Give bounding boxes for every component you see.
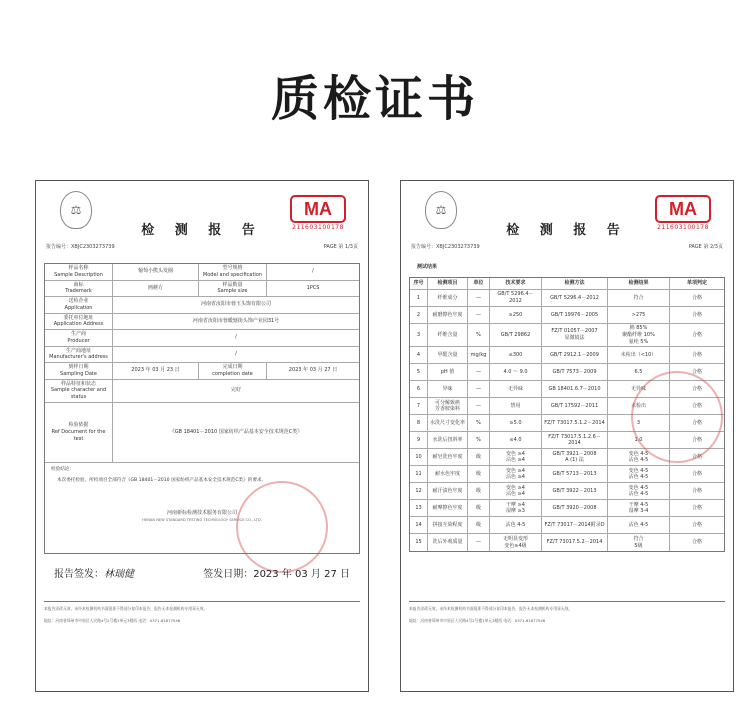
table-cell: 合格 — [691, 385, 702, 392]
table-cell: 合格 — [691, 487, 702, 494]
report-meta — [46, 243, 358, 250]
table-cell: 合格 — [691, 419, 702, 426]
table-cell: 3 — [608, 415, 670, 431]
field-value: / — [235, 334, 237, 341]
table-row — [410, 517, 724, 534]
table-row — [45, 330, 359, 347]
table-cell: 合格 — [691, 294, 702, 301]
report-footer — [409, 601, 725, 624]
table-cell: 符合 5级 — [608, 534, 670, 551]
field-value: 河南省汝阳市蓉暖辖街头饰产业园31号 — [192, 317, 280, 324]
field-label-en: Manufacturer's address — [49, 354, 108, 361]
footer-notice: 本报告涂改无效，未经本检测机构书面批准不得部分复印本报告，报告无本检测机构专用章无效。 — [409, 606, 573, 611]
table-cell: 合格 — [691, 436, 702, 443]
table-cell: 5 — [410, 364, 428, 380]
table-cell: FZ/T 73017.5.1.2.6－2014 — [542, 432, 608, 448]
table-cell: ≥5.0 — [490, 415, 542, 431]
table-cell: 4 — [410, 347, 428, 363]
table-row — [410, 347, 724, 364]
table-cell: 9 — [410, 432, 428, 448]
footer-address: 地址：河南省郑州市中原区人民路4号2号楼1单元3楼西 电话：0371-61877546 — [409, 618, 546, 624]
table-row — [45, 380, 359, 403]
table-cell: 异味 — [428, 381, 468, 397]
field-label-en: Model and specification — [202, 271, 263, 278]
table-cell: 符合 — [608, 290, 670, 306]
footer-notice: 本报告涂改无效，未经本检测机构书面批准不得部分复印本报告，报告无本检测机构专用章无效。 — [44, 606, 208, 611]
table-cell: 合格 — [691, 402, 702, 409]
table-cell: 15 — [410, 534, 428, 551]
table-cell: 无异味 — [608, 381, 670, 397]
conclusion-label: 检验结论： — [51, 466, 74, 472]
table-cell: 耐汗渍色牢度 — [428, 483, 468, 499]
table-cell: 14 — [410, 517, 428, 533]
table-cell: 12 — [410, 483, 428, 499]
table-cell: ≤4.0 — [490, 432, 542, 448]
table-cell: 合格 — [691, 470, 702, 477]
cma-code: 211603100178 — [292, 224, 344, 231]
table-header-row — [410, 278, 724, 290]
field-label: 送检企业 — [68, 298, 89, 304]
table-cell: 变色 4-5 沾色 4-5 — [608, 466, 670, 482]
table-cell: — — [468, 398, 490, 414]
hero-title: 质检证书 — [270, 71, 479, 127]
footer-address: 地址：河南省郑州市中原区人民路4号2号楼1单元3楼西 电话：0371-61877546 — [44, 618, 181, 624]
field-label-en: Sample character and status — [50, 387, 107, 400]
table-cell: 4.0 ～ 9.0 — [490, 364, 542, 380]
table-cell: 棉 85% 聚酯纤维 10% 氨纶 5% — [608, 324, 670, 346]
column-header: 检测方法 — [542, 278, 608, 289]
table-cell: % — [468, 324, 490, 346]
table-cell: GB/T 5713－2013 — [542, 466, 608, 482]
table-cell: 耐磨擦色牢度 — [428, 307, 468, 323]
table-cell: GB/T 7573－2009 — [542, 364, 608, 380]
field-label: 委托单位地址 — [63, 314, 94, 321]
cma-logo-icon: MA — [290, 195, 346, 223]
table-cell: 合格 — [691, 368, 702, 375]
institution-seal-icon: ⚖ — [60, 191, 92, 229]
field-value: 《GB 18401－2010 国家纺织产品基本安全技术规范C类》 — [169, 428, 303, 435]
table-row — [410, 483, 724, 500]
table-cell: 可分解致癌 芳香胺染料 — [428, 398, 468, 414]
table-cell: GB/T 3922－2013 — [542, 483, 608, 499]
field-label: 型号规格 — [222, 265, 243, 271]
table-cell: 合格 — [691, 453, 702, 460]
table-cell: GB/T 5296.4－2012 — [542, 290, 608, 306]
table-cell: 级 — [468, 449, 490, 465]
field-label-en: Application Address — [53, 321, 104, 328]
column-header: 序号 — [410, 278, 428, 289]
table-cell: GB/T 3921－2008 A (1) 法 — [542, 449, 608, 465]
table-cell: — — [468, 290, 490, 306]
cma-logo-icon: MA — [655, 195, 711, 223]
table-cell: 合格 — [691, 331, 702, 338]
issue-label: 签发日期： — [203, 569, 254, 580]
column-header: 技术要求 — [490, 278, 542, 289]
field-label: 样品名称 — [68, 265, 89, 271]
field-label-en: Producer — [67, 337, 90, 344]
table-row — [45, 297, 359, 314]
conclusion-text: 本次委托检验，所检项目全部符合《GB 18401－2010 国家纺织产品基本安全技术规范C类》的要求。 — [57, 477, 267, 483]
table-cell: 无明显变形 变色≥4级 — [490, 534, 542, 551]
table-cell: 6 — [410, 381, 428, 397]
table-cell: 耐摩擦色牢度 — [428, 500, 468, 516]
table-cell: % — [468, 432, 490, 448]
table-row — [45, 264, 359, 281]
table-cell: 11 — [410, 466, 428, 482]
field-label-en: Sampling Date — [60, 370, 97, 377]
field-label: 完成日期 — [222, 364, 243, 370]
table-cell: 沾色 4-5 — [490, 517, 542, 533]
column-header: 检测结果 — [608, 278, 670, 289]
table-cell: 纤维成分 — [428, 290, 468, 306]
table-cell: 未检出 — [608, 398, 670, 414]
table-cell: — — [468, 381, 490, 397]
table-cell: 未检出（<10） — [608, 347, 670, 363]
table-cell: 洗后外观质量 — [428, 534, 468, 551]
table-cell: 干摩 ≥4 湿摩 ≥3 — [490, 500, 542, 516]
table-cell: 2 — [410, 307, 428, 323]
table-cell: GB 18401.6.7－2010 — [542, 381, 608, 397]
table-cell: 无异味 — [490, 381, 542, 397]
field-label-en: Trademark — [65, 288, 92, 295]
field-value: 完好 — [230, 387, 241, 394]
field-label-en: Application — [64, 304, 93, 311]
table-cell: — — [468, 364, 490, 380]
table-cell: 变色 ≥4 沾色 ≥4 — [490, 449, 542, 465]
table-cell: 水洗尺寸变化率 — [428, 415, 468, 431]
table-row — [45, 281, 359, 298]
report-number: 报告编号：XBJC2303273739 — [46, 244, 115, 250]
field-label-en: Ref Document for the test — [51, 428, 106, 442]
field-label: 到样日期 — [68, 364, 89, 370]
table-cell: GB/T 5296.4－2012 — [490, 290, 542, 306]
field-value: 葡萄小熊头发圈 — [113, 264, 199, 280]
table-cell: 级 — [468, 517, 490, 533]
table-cell: 干摩 4-5 湿摩 3-4 — [608, 500, 670, 516]
table-cell: 1 — [410, 290, 428, 306]
column-header: 检测项目 — [428, 278, 468, 289]
table-cell: 耐皂洗色牢度 — [428, 449, 468, 465]
page-number: PAGE 第 2/3页 — [688, 244, 723, 250]
report-meta — [411, 243, 723, 250]
table-cell: 7 — [410, 398, 428, 414]
table-cell: 变色 ≥4 沾色 ≥4 — [490, 483, 542, 499]
table-cell: 3 — [410, 324, 428, 346]
table-row — [45, 314, 359, 331]
table-row — [45, 347, 359, 364]
table-cell: 纤维含量 — [428, 324, 468, 346]
field-value: 画蘑方 — [113, 281, 199, 297]
field-label: 样品数量 — [222, 281, 243, 288]
column-header: 单位 — [468, 278, 490, 289]
column-header: 单项判定 — [686, 280, 707, 287]
field-value: 河南省汝阳市蓉玉头饰有限公司 — [200, 301, 271, 308]
field-value: / — [235, 350, 237, 357]
table-cell: GB/T 2912.1－2009 — [542, 347, 608, 363]
table-cell: 变色 ≥4 沾色 ≥4 — [490, 466, 542, 482]
table-cell: FZ/T 01057－2007 显微镜法 — [542, 324, 608, 346]
report-page-1 — [35, 180, 369, 692]
table-cell: 合格 — [691, 521, 702, 528]
field-value: 1PCS — [306, 284, 320, 291]
table-cell: 1.0 — [608, 432, 670, 448]
organization-name-en: HENAN NEW STANDARD TESTING TECHNOLOGY SERVICE CO., LTD. — [142, 517, 262, 522]
table-cell: 拼接互染程度 — [428, 517, 468, 533]
table-cell: 合格 — [691, 539, 702, 546]
report-page-2 — [400, 180, 734, 692]
table-cell: 级 — [468, 500, 490, 516]
table-cell: pH 值 — [428, 364, 468, 380]
signer-label: 报告签发： — [54, 569, 104, 580]
table-cell: 水洗后扭斜率 — [428, 432, 468, 448]
field-label: 商标 — [73, 281, 84, 288]
report-footer — [44, 601, 360, 624]
table-cell: FZ/T 73017.5.1.2－2014 — [542, 415, 608, 431]
table-cell: 8 — [410, 415, 428, 431]
section-title: 测试结果 — [417, 264, 438, 270]
table-cell: 级 — [468, 466, 490, 482]
organization-name: 河南新标检测技术服务有限公司 — [166, 509, 237, 516]
table-cell: 变色 4-5 沾色 4-5 — [608, 483, 670, 499]
table-cell: FZ/T 73017－2014附录D — [542, 517, 608, 533]
table-cell: GB/T 29862 — [490, 324, 542, 346]
table-cell: mg/kg — [468, 347, 490, 363]
table-cell: — — [468, 307, 490, 323]
table-cell: ≥250 — [490, 307, 542, 323]
table-cell: 级 — [468, 483, 490, 499]
table-cell: 甲醛含量 — [428, 347, 468, 363]
cma-certification — [290, 195, 346, 231]
issue-date: 2023 年 03 月 27 日 — [253, 569, 350, 580]
institution-seal-icon: ⚖ — [425, 191, 457, 229]
table-cell: GB/T 19976－2005 — [542, 307, 608, 323]
field-label: 生产商地址 — [65, 347, 91, 354]
field-label-en: Sample Description — [54, 271, 103, 278]
table-row — [410, 324, 724, 347]
table-cell: ≤300 — [490, 347, 542, 363]
table-cell: — — [468, 534, 490, 551]
table-cell: 沾色 4-5 — [608, 517, 670, 533]
field-label-en: completion date — [212, 370, 253, 377]
report-title: 检 测 报 告 — [506, 223, 628, 238]
report-title: 检 测 报 告 — [141, 223, 263, 238]
table-cell: 变色 4-5 沾色 4-5 — [608, 449, 670, 465]
table-cell: GB/T 3920－2008 — [542, 500, 608, 516]
field-value: / — [312, 268, 314, 275]
signer-name: 林瑞健 — [104, 569, 134, 580]
table-cell: 耐水色牢度 — [428, 466, 468, 482]
field-label: 样品特征和状态 — [60, 380, 96, 387]
table-cell: 合格 — [691, 504, 702, 511]
table-cell: 合格 — [691, 311, 702, 318]
table-row — [410, 290, 724, 307]
table-row — [410, 307, 724, 324]
field-label: 生产商 — [70, 331, 86, 337]
table-cell: >275 — [608, 307, 670, 323]
table-row — [410, 500, 724, 517]
table-row — [410, 534, 724, 551]
field-value: 2023 年 03 月 23 日 — [113, 363, 199, 379]
field-value: 2023 年 03 月 27 日 — [288, 367, 338, 374]
table-row — [45, 403, 359, 463]
signature-area — [54, 565, 350, 580]
field-label-en: Sample size — [217, 288, 248, 295]
table-cell: 10 — [410, 449, 428, 465]
table-cell: 合格 — [691, 351, 702, 358]
table-cell: 13 — [410, 500, 428, 516]
table-cell: 6.5 — [608, 364, 670, 380]
page-number: PAGE 第 1/3页 — [323, 244, 358, 250]
table-cell: % — [468, 415, 490, 431]
cma-code: 211603100178 — [657, 224, 709, 231]
table-cell: GB/T 17592－2011 — [542, 398, 608, 414]
report-number: 报告编号：XBJC2303273739 — [411, 244, 480, 250]
field-label: 检验依据 — [68, 422, 89, 429]
table-row — [45, 363, 359, 380]
table-cell: FZ/T 73017.5.2－2014 — [542, 534, 608, 551]
cma-certification — [655, 195, 711, 231]
table-cell: 禁用 — [490, 398, 542, 414]
table-row — [410, 466, 724, 483]
